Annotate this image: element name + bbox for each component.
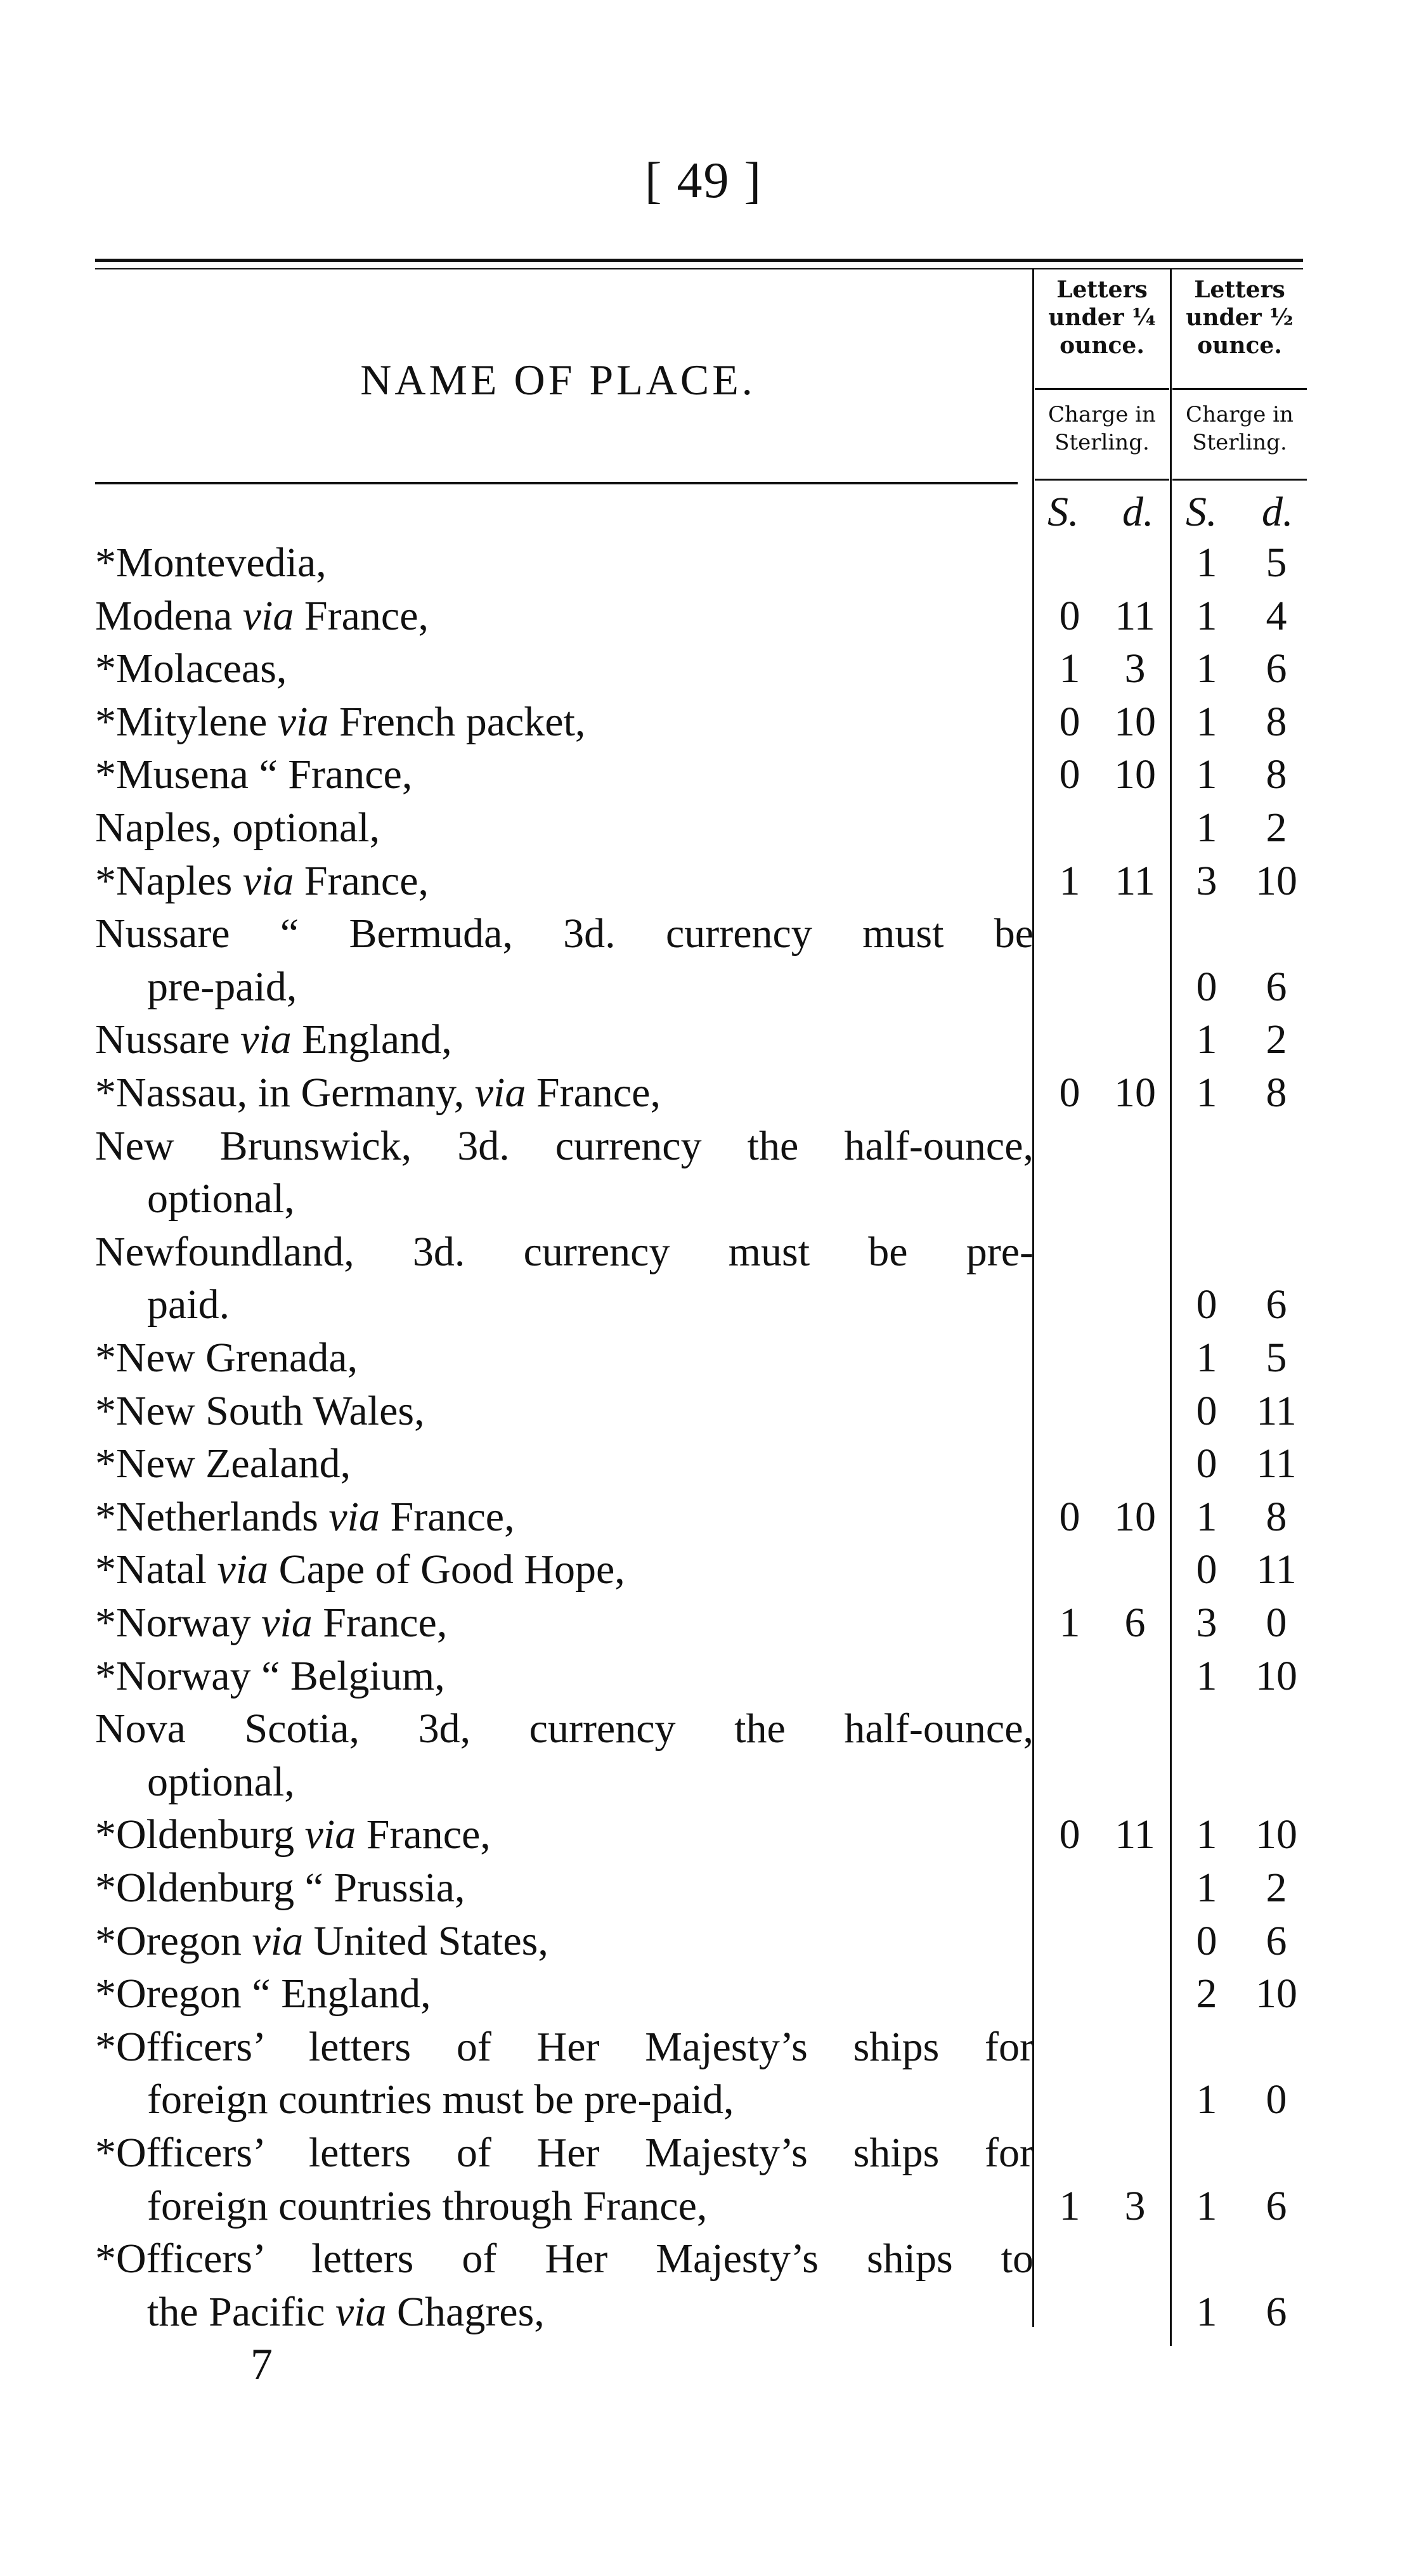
column-divider-b: [1170, 269, 1172, 2346]
charge-b-pence: 10: [1255, 1811, 1297, 1858]
place-name: *New Zealand,: [95, 1440, 351, 1487]
place-name: *New South Wales,: [95, 1388, 425, 1434]
place-name: pre-paid,: [147, 964, 297, 1010]
charge-b-shillings: 0: [1196, 964, 1217, 1010]
charge-b-pence: 11: [1256, 1440, 1297, 1487]
charge-b-shillings: 1: [1196, 1653, 1217, 1699]
column-b-subheading-line: Sterling.: [1192, 430, 1287, 455]
charge-b-pence: 8: [1266, 751, 1287, 798]
column-a-subheading: [1035, 401, 1169, 456]
name-of-place-heading: NAME OF PLACE.: [360, 356, 756, 404]
charge-b-pence: 6: [1266, 964, 1287, 1010]
charge-b-pence: 5: [1266, 1335, 1287, 1381]
charge-a-shillings: 0: [1059, 593, 1080, 639]
place-name: Nova Scotia, 3d, currency the half-ounce,: [95, 1705, 1034, 1752]
charge-a-pence: 6: [1124, 1600, 1146, 1646]
charge-b-shillings: 1: [1196, 1811, 1217, 1858]
charge-b-pence: 2: [1266, 1016, 1287, 1063]
place-name: Nussare via England,: [95, 1016, 452, 1063]
charge-b-pence: 10: [1255, 858, 1297, 904]
place-name: foreign countries must be pre-paid,: [147, 2076, 734, 2123]
place-name: *Nassau, in Germany, via France,: [95, 1070, 661, 1116]
charge-a-pence: 10: [1114, 1070, 1156, 1116]
column-a-heading-line: Letters: [1056, 276, 1148, 303]
column-b-subheading: [1172, 401, 1307, 456]
charge-b-pence: 10: [1255, 1971, 1297, 2017]
charge-b-shillings: 1: [1196, 593, 1217, 639]
charge-a-pence: 10: [1114, 1494, 1156, 1540]
charge-b-shillings: 1: [1196, 2183, 1217, 2229]
place-name: *Oldenburg via France,: [95, 1811, 491, 1858]
column-a-heading-line: ounce.: [1060, 332, 1144, 359]
charge-a-pence: 3: [1124, 2183, 1146, 2229]
column-b-heading-rule: [1172, 388, 1307, 390]
charge-b-shillings: 1: [1196, 1016, 1217, 1063]
charge-b-pence: 10: [1255, 1653, 1297, 1699]
column-a-subheading-line: Sterling.: [1054, 430, 1150, 455]
charge-b-shillings: 1: [1196, 2289, 1217, 2335]
charge-b-pence: 2: [1266, 805, 1287, 851]
charge-b-shillings: 1: [1196, 1070, 1217, 1116]
place-name: *Officers’ letters of Her Majesty’s ships for: [95, 2130, 1034, 2176]
charge-b-shillings: 0: [1196, 1440, 1217, 1487]
heading-rule: [95, 482, 1018, 484]
place-name: New Brunswick, 3d. currency the half-ounce,: [95, 1123, 1034, 1169]
column-b-heading-line: under ½: [1186, 304, 1294, 331]
pence-unit-a: d.: [1122, 489, 1154, 535]
place-name: *Oldenburg “ Prussia,: [95, 1865, 465, 1911]
charge-b-pence: 6: [1266, 1281, 1287, 1328]
charge-a-shillings: 0: [1059, 699, 1080, 745]
charge-b-shillings: 0: [1196, 1918, 1217, 1964]
place-name: *Norway via France,: [95, 1600, 448, 1646]
charge-b-shillings: 2: [1196, 1971, 1217, 2017]
charge-b-shillings: 1: [1196, 805, 1217, 851]
place-name: Naples, optional,: [95, 805, 380, 851]
charge-a-pence: 11: [1115, 858, 1155, 904]
column-a-heading-line: under ¼: [1048, 304, 1156, 331]
column-b-heading: [1172, 276, 1307, 359]
shillings-unit-b: S.: [1186, 489, 1217, 535]
place-name: *Oregon via United States,: [95, 1918, 548, 1964]
charge-b-shillings: 1: [1196, 1494, 1217, 1540]
column-a-unit-rule: [1035, 479, 1169, 481]
charge-a-shillings: 1: [1059, 2183, 1080, 2229]
place-name: *Netherlands via France,: [95, 1494, 515, 1540]
charge-b-pence: 11: [1256, 1546, 1297, 1593]
column-b-unit-rule: [1172, 479, 1307, 481]
place-name: paid.: [147, 1281, 230, 1328]
charge-b-shillings: 0: [1196, 1546, 1217, 1593]
charge-b-shillings: 1: [1196, 540, 1217, 586]
charge-b-pence: 8: [1266, 1070, 1287, 1116]
column-a-subheading-line: Charge in: [1048, 402, 1156, 427]
charge-a-shillings: 0: [1059, 1811, 1080, 1858]
charge-a-shillings: 1: [1059, 645, 1080, 692]
charge-b-pence: 2: [1266, 1865, 1287, 1911]
place-name: *Natal via Cape of Good Hope,: [95, 1546, 625, 1593]
charge-b-pence: 6: [1266, 645, 1287, 692]
charge-b-pence: 6: [1266, 1918, 1287, 1964]
charge-b-pence: 4: [1266, 593, 1287, 639]
charge-a-pence: 3: [1124, 645, 1146, 692]
place-name: *Molaceas,: [95, 645, 287, 692]
charge-a-shillings: 0: [1059, 1070, 1080, 1116]
charge-a-shillings: 1: [1059, 858, 1080, 904]
charge-b-pence: 8: [1266, 1494, 1287, 1540]
place-name: Newfoundland, 3d. currency must be pre-: [95, 1229, 1034, 1275]
place-name: *Officers’ letters of Her Majesty’s ships for: [95, 2024, 1034, 2070]
charge-b-shillings: 1: [1196, 699, 1217, 745]
page-number: [ 49 ]: [644, 153, 763, 209]
place-name: *Oregon “ England,: [95, 1971, 431, 2017]
column-b-subheading-line: Charge in: [1186, 402, 1294, 427]
charge-b-shillings: 1: [1196, 1865, 1217, 1911]
place-name: foreign countries through France,: [147, 2183, 708, 2229]
charge-a-shillings: 0: [1059, 751, 1080, 798]
signature-mark: 7: [250, 2340, 273, 2389]
charge-b-shillings: 1: [1196, 645, 1217, 692]
charge-a-pence: 10: [1114, 751, 1156, 798]
charge-b-shillings: 3: [1196, 858, 1217, 904]
place-name: Nussare “ Bermuda, 3d. currency must be: [95, 910, 1034, 957]
place-name: *Montevedia,: [95, 540, 327, 586]
charge-a-shillings: 1: [1059, 1600, 1080, 1646]
charge-b-pence: 6: [1266, 2183, 1287, 2229]
charge-b-shillings: 1: [1196, 1335, 1217, 1381]
charge-b-pence: 8: [1266, 699, 1287, 745]
charge-b-pence: 6: [1266, 2289, 1287, 2335]
charge-b-shillings: 1: [1196, 751, 1217, 798]
charge-b-shillings: 3: [1196, 1600, 1217, 1646]
column-a-heading: [1035, 276, 1169, 359]
place-name: optional,: [147, 1175, 295, 1222]
place-name: *Mitylene via French packet,: [95, 699, 586, 745]
charge-a-pence: 11: [1115, 593, 1155, 639]
shillings-unit-a: S.: [1047, 489, 1079, 535]
place-name: *New Grenada,: [95, 1335, 358, 1381]
charge-b-shillings: 0: [1196, 1281, 1217, 1328]
charge-b-pence: 0: [1266, 2076, 1287, 2123]
charge-a-shillings: 0: [1059, 1494, 1080, 1540]
place-name: the Pacific via Chagres,: [147, 2289, 545, 2335]
place-name: *Naples via France,: [95, 858, 429, 904]
column-b-heading-line: Letters: [1194, 276, 1285, 303]
pence-unit-b: d.: [1262, 489, 1294, 535]
charge-a-pence: 10: [1114, 699, 1156, 745]
charge-b-pence: 0: [1266, 1600, 1287, 1646]
place-name: *Officers’ letters of Her Majesty’s ships to: [95, 2236, 1034, 2282]
charge-b-pence: 5: [1266, 540, 1287, 586]
place-name: *Musena “ France,: [95, 751, 413, 798]
charge-a-pence: 11: [1115, 1811, 1155, 1858]
place-name: optional,: [147, 1759, 295, 1805]
top-rule: [95, 259, 1303, 269]
column-a-heading-rule: [1035, 388, 1169, 390]
charge-b-pence: 11: [1256, 1388, 1297, 1434]
charge-b-shillings: 1: [1196, 2076, 1217, 2123]
charge-b-shillings: 0: [1196, 1388, 1217, 1434]
column-b-heading-line: ounce.: [1197, 332, 1282, 359]
place-name: *Norway “ Belgium,: [95, 1653, 445, 1699]
place-name: Modena via France,: [95, 593, 429, 639]
